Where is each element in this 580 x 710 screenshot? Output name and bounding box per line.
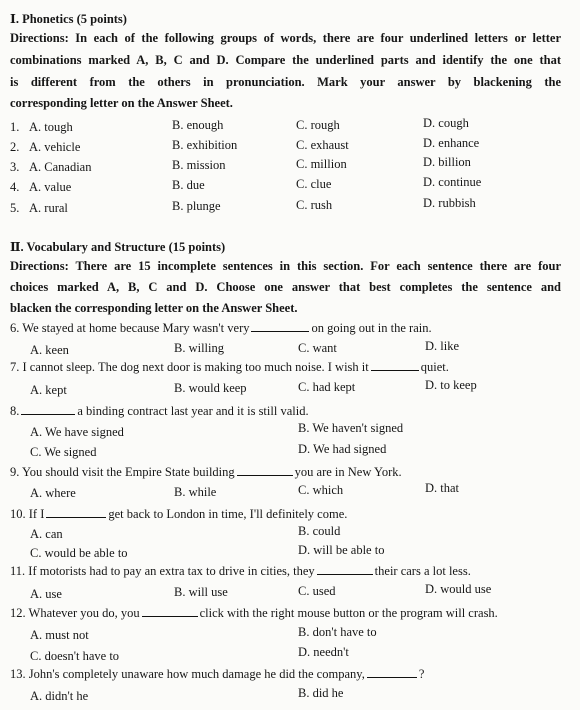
option-c: C. which <box>298 483 344 497</box>
option-a: A. use <box>30 587 62 601</box>
part2-directions-line-3: blacken the corresponding letter on the Answer Sheet. <box>10 301 298 315</box>
option-c: C. rough <box>296 118 340 132</box>
option-a: A. We have signed <box>30 425 124 439</box>
item-number: 2. <box>10 140 20 154</box>
option-d: D. that <box>425 481 460 495</box>
answer-blank <box>21 403 75 415</box>
option-a: A. Canadian <box>29 160 92 174</box>
option-d: D. would use <box>425 582 492 596</box>
stem-post: click with the right mouse button or the program will crash. <box>199 606 498 620</box>
option-a: A. value <box>29 180 72 194</box>
item-number: 5. <box>10 201 20 215</box>
option-b: B. due <box>172 178 205 192</box>
question-stem <box>10 464 402 479</box>
stem-post: quiet. <box>420 360 449 374</box>
stem-pre: 9. You should visit the Empire State building <box>10 465 235 479</box>
option-c: C. clue <box>296 177 332 191</box>
item-number: 1. <box>10 120 20 134</box>
option-a: A. kept <box>30 383 67 397</box>
option-c: C. We signed <box>30 445 97 459</box>
option-b: B. willing <box>174 341 225 355</box>
option-a: A. must not <box>30 628 89 642</box>
option-d: D. enhance <box>423 136 480 150</box>
option-c: C. rush <box>296 198 333 212</box>
answer-blank <box>317 563 373 575</box>
answer-blank <box>142 605 198 617</box>
option-c: C. would be able to <box>30 546 128 560</box>
stem-post: a binding contract last year and it is still valid. <box>77 404 309 418</box>
option-b: B. while <box>174 485 217 499</box>
option-d: D. like <box>425 339 460 353</box>
option-b: B. plunge <box>172 199 221 213</box>
part2-title: Ⅱ. Vocabulary and Structure (15 points) <box>10 240 226 254</box>
answer-blank <box>367 666 417 678</box>
option-b: B. will use <box>174 585 228 599</box>
option-b: B. exhibition <box>172 138 238 152</box>
stem-pre: 12. Whatever you do, you <box>10 606 140 620</box>
option-c: C. million <box>296 157 347 171</box>
answer-blank <box>237 464 293 476</box>
option-d: D. billion <box>423 155 471 169</box>
option-a: A. rural <box>29 201 68 215</box>
option-c: C. exhaust <box>296 138 349 152</box>
option-a: A. vehicle <box>29 140 81 154</box>
option-d: D. needn't <box>298 645 349 659</box>
part1-directions-line-1: Directions: In each of the following groups of words, there are four underlined letters or letter <box>10 31 561 45</box>
part1-directions-line-4: corresponding letter on the Answer Sheet. <box>10 96 233 110</box>
part1-directions-line-3: is different from the others in pronunciation. Mark your answer by blackening the <box>10 75 561 89</box>
stem-post: their cars a lot less. <box>374 564 471 578</box>
option-c: C. had kept <box>298 380 356 394</box>
question-stem <box>10 666 424 681</box>
item-number: 4. <box>10 180 20 194</box>
option-b: B. enough <box>172 118 224 132</box>
stem-post: you are in New York. <box>294 465 402 479</box>
option-d: D. cough <box>423 116 469 130</box>
option-a: A. keen <box>30 343 69 357</box>
question-stem <box>10 605 498 620</box>
stem-pre: 7. I cannot sleep. The dog next door is making too much noise. I wish it <box>10 360 369 374</box>
question-stem <box>10 403 309 418</box>
option-d: D. rubbish <box>423 196 476 210</box>
option-d: D. to keep <box>425 378 477 392</box>
stem-pre: 6. We stayed at home because Mary wasn't very <box>10 321 250 335</box>
option-a: A. didn't he <box>30 689 89 703</box>
question-stem <box>10 506 347 521</box>
option-b: B. don't have to <box>298 625 377 639</box>
stem-pre: 13. John's completely unaware how much damage he did the company, <box>10 667 365 681</box>
part1-title: Ⅰ. Phonetics (5 points) <box>10 12 127 26</box>
item-number: 3. <box>10 160 20 174</box>
question-stem <box>10 359 449 374</box>
option-b: B. mission <box>172 158 226 172</box>
stem-pre: 10. If I <box>10 507 45 521</box>
stem-pre: 11. If motorists had to pay an extra tax to drive in cities, they <box>10 564 315 578</box>
option-b: B. could <box>298 524 341 538</box>
stem-pre: 8. <box>10 404 20 418</box>
part2-directions-line-2: choices marked A, B, C and D. Choose one answer that best completes the sentence and <box>10 280 561 294</box>
option-a: A. can <box>30 527 63 541</box>
answer-blank <box>251 320 309 332</box>
question-stem <box>10 320 432 335</box>
option-d: D. will be able to <box>298 543 385 557</box>
option-a: A. tough <box>29 120 73 134</box>
question-stem <box>10 563 471 578</box>
option-c: C. used <box>298 584 336 598</box>
option-b: B. We haven't signed <box>298 421 404 435</box>
stem-post: get back to London in time, I'll definitely come. <box>108 507 348 521</box>
answer-blank <box>371 359 419 371</box>
option-d: D. continue <box>423 175 482 189</box>
stem-post: ? <box>418 667 425 681</box>
part1-directions-line-2: combinations marked A, B, C and D. Compare the underlined parts and identify the one that <box>10 53 561 67</box>
option-b: B. would keep <box>174 381 247 395</box>
option-d: D. We had signed <box>298 442 387 456</box>
option-c: C. doesn't have to <box>30 649 120 663</box>
option-b: B. did he <box>298 686 344 700</box>
part2-directions-line-1: Directions: There are 15 incomplete sentences in this section. For each sentence there are four <box>10 259 561 273</box>
option-c: C. want <box>298 341 337 355</box>
stem-post: on going out in the rain. <box>311 321 432 335</box>
answer-blank <box>46 506 106 518</box>
option-a: A. where <box>30 486 76 500</box>
